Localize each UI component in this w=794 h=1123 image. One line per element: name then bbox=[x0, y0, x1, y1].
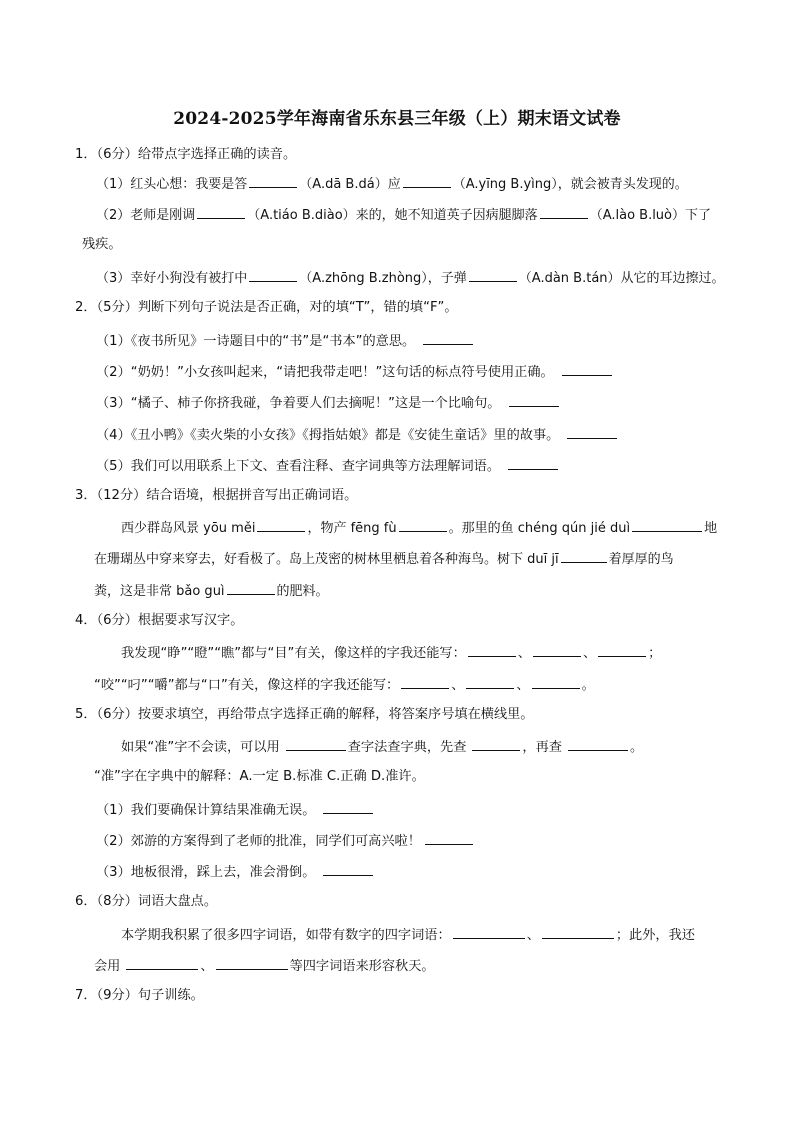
answer-blank[interactable] bbox=[323, 861, 373, 876]
answer-blank[interactable] bbox=[468, 642, 516, 657]
q2-heading: 2．（5分）判断下列句子说法是否正确，对的填“T”，错的填“F”。 bbox=[75, 300, 458, 315]
answer-blank[interactable] bbox=[533, 642, 581, 657]
answer-blank[interactable] bbox=[472, 736, 520, 751]
answer-blank[interactable] bbox=[562, 361, 612, 376]
answer-blank[interactable] bbox=[257, 517, 305, 532]
answer-blank[interactable] bbox=[509, 392, 559, 407]
q2-item-3: （3）“橘子、柿子你挤我碰，争着要人们去摘呢！”这是一个比喻句。 bbox=[96, 392, 561, 414]
q5-item-3: （3）地板很滑，踩上去，准会滑倒。 bbox=[96, 861, 375, 883]
answer-blank[interactable] bbox=[425, 830, 473, 845]
answer-blank[interactable] bbox=[466, 674, 514, 689]
q2-item-1: （1）《夜书所见》一诗题目中的“书”是“书本”的意思。 bbox=[96, 330, 475, 352]
answer-blank[interactable] bbox=[542, 924, 614, 939]
q5-definitions: “准”字在字典中的解释：A.一定 B.标准 C.正确 D.准许。 bbox=[94, 769, 425, 784]
q3-para-line-1: 西少群岛风景 yōu měi ，物产 fēng fù 。那里的鱼 chéng qún jié duì 地 bbox=[121, 517, 717, 539]
answer-blank[interactable] bbox=[399, 517, 447, 532]
q2-item-2: （2）“奶奶！”小女孩叫起来，“请把我带走吧！”这句话的标点符号使用正确。 bbox=[96, 361, 614, 383]
answer-blank[interactable] bbox=[323, 799, 373, 814]
answer-blank[interactable] bbox=[567, 424, 617, 439]
q4-line-2: “咬”“叼”“嚼”都与“口”有关，像这样的字我还能写： 、 、 。 bbox=[94, 674, 595, 696]
q5-line-1: 如果“准”字不会读，可以用 查字法查字典，先查 ，再查 。 bbox=[121, 736, 643, 758]
q1-heading: 1．（6分）给带点字选择正确的读音。 bbox=[75, 147, 297, 162]
answer-blank[interactable] bbox=[126, 955, 198, 970]
answer-blank[interactable] bbox=[561, 548, 607, 563]
answer-blank[interactable] bbox=[286, 736, 346, 751]
answer-blank[interactable] bbox=[598, 642, 646, 657]
q5-item-2: （2）郊游的方案得到了老师的批准，同学们可高兴啦！ bbox=[96, 830, 475, 852]
answer-blank[interactable] bbox=[197, 204, 245, 219]
q2-item-5: （5）我们可以用联系上下文、查看注释、查字词典等方法理解词语。 bbox=[96, 455, 560, 477]
answer-blank[interactable] bbox=[249, 267, 297, 282]
answer-blank[interactable] bbox=[632, 517, 702, 532]
q1-item-3: （3）幸好小狗没有被打中 （A.zhōng B.zhòng），子弹 （A.dàn B.tán）从它的耳边擦过。 bbox=[96, 267, 725, 289]
q5-heading: 5．（6分）按要求填空，再给带点字选择正确的解释，将答案序号填在横线里。 bbox=[75, 707, 534, 722]
q1-item-1: （1）红头心想：我要是答 （A.dā B.dá）应 （A.yīng B.yìng），就会被青头发现的。 bbox=[96, 173, 688, 195]
q7-heading: 7．（9分）句子训练。 bbox=[75, 988, 204, 1003]
answer-blank[interactable] bbox=[403, 173, 451, 188]
answer-blank[interactable] bbox=[249, 173, 297, 188]
answer-blank[interactable] bbox=[227, 580, 275, 595]
answer-blank[interactable] bbox=[216, 955, 288, 970]
answer-blank[interactable] bbox=[508, 455, 558, 470]
exam-title: 2024-2025学年海南省乐东县三年级（上）期末语文试卷 bbox=[173, 109, 621, 129]
q6-line-1: 本学期我积累了很多四字词语，如带有数字的四字词语： 、 ；此外，我还 bbox=[121, 924, 695, 946]
q6-line-2: 会用 、 等四字词语来形容秋天。 bbox=[94, 955, 435, 977]
q1-item-2: （2）老师是刚调 （A.tiáo B.diào）来的，她不知道英子因病腿脚落 （A.lào B.luò）下了 bbox=[96, 204, 711, 226]
q6-heading: 6．（8分）词语大盘点。 bbox=[75, 894, 218, 909]
q2-item-4: （4）《丑小鸭》《卖火柴的小女孩》《拇指姑娘》都是《安徒生童话》里的故事。 bbox=[96, 424, 619, 446]
answer-blank[interactable] bbox=[453, 924, 525, 939]
answer-blank[interactable] bbox=[423, 330, 473, 345]
answer-blank[interactable] bbox=[469, 267, 517, 282]
q4-line-1: 我发现“睁”“瞪”“瞧”都与“目”有关，像这样的字我还能写： 、 、 ； bbox=[121, 642, 661, 664]
q3-heading: 3．（12分）结合语境，根据拼音写出正确词语。 bbox=[75, 488, 358, 503]
q1-item-2-cont: 残疾。 bbox=[82, 237, 122, 252]
answer-blank[interactable] bbox=[568, 736, 628, 751]
q4-heading: 4．（6分）根据要求写汉字。 bbox=[75, 613, 244, 628]
q3-para-line-2: 在珊瑚丛中穿来穿去，好看极了。岛上茂密的树林里栖息着各种海鸟。树下 duī jī 着厚厚的鸟 bbox=[94, 548, 674, 570]
q3-para-line-3: 粪，这是非常 bǎo guì 的肥料。 bbox=[94, 580, 329, 602]
answer-blank[interactable] bbox=[401, 674, 449, 689]
answer-blank[interactable] bbox=[540, 204, 588, 219]
q5-item-1: （1）我们要确保计算结果准确无误。 bbox=[96, 799, 375, 821]
answer-blank[interactable] bbox=[532, 674, 580, 689]
